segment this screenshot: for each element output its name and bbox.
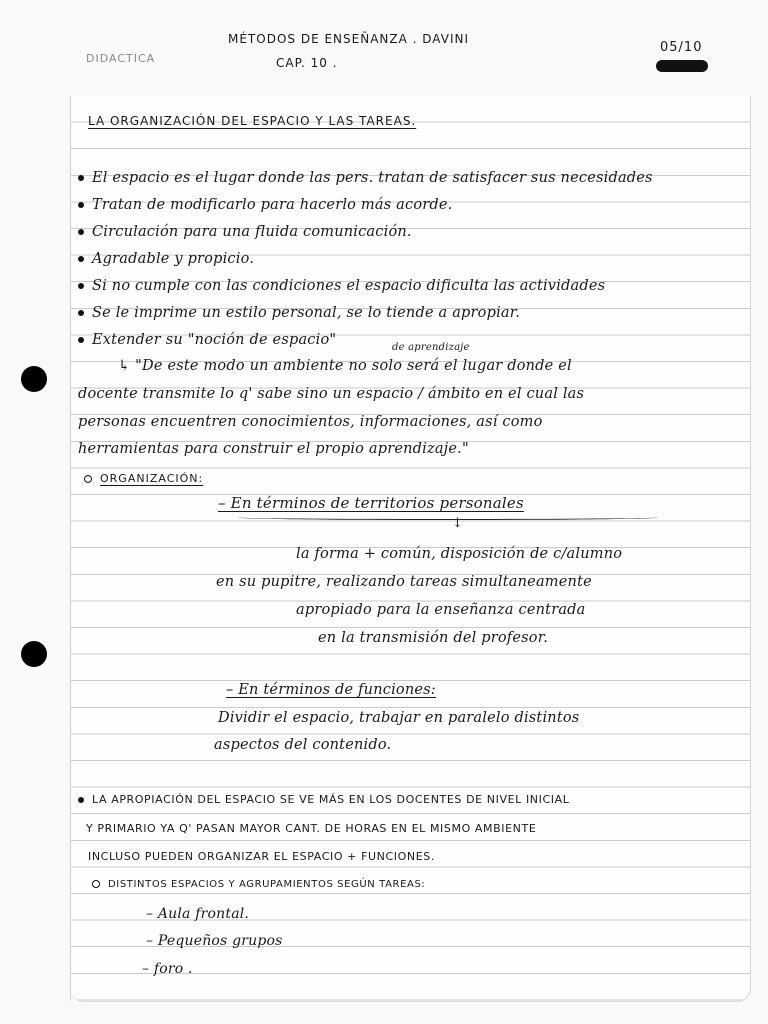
distintos-item: – Pequeños grupos	[146, 933, 283, 949]
bullet-text: Extender su "noción de espacio"	[92, 332, 337, 348]
funciones-heading: – En términos de funciones:	[226, 682, 436, 698]
bullet-text: Tratan de modificarlo para hacerlo más acorde.	[92, 197, 453, 213]
territorios-line: en la transmisión del profesor.	[318, 630, 549, 646]
distintos-text: DISTINTOS ESPACIOS Y AGRUPAMIENTOS SEGÚN TAREAS:	[108, 879, 426, 890]
bullet-text: Agradable y propicio.	[92, 251, 255, 267]
scribble-mark	[656, 60, 708, 72]
bullet-item	[78, 251, 254, 267]
apropiacion-text: LA APROPIACIÓN DEL ESPACIO SE VE MÁS EN LOS DOCENTES DE NIVEL INICIAL	[92, 793, 570, 806]
insert-note: de aprendizaje	[392, 342, 470, 353]
quote-line: personas encuentren conocimientos, informaciones, así como	[78, 414, 543, 430]
margin-line	[70, 96, 71, 1001]
territorios-line: apropiado para la enseñanza centrada	[296, 602, 586, 618]
funciones-line: aspectos del contenido.	[214, 737, 392, 753]
binder-hole-bottom	[21, 641, 47, 667]
bullet-item	[78, 170, 653, 186]
quote-line: docente transmite lo q' sabe sino un espacio / ámbito en el cual las	[78, 386, 585, 402]
distintos-label	[92, 879, 425, 890]
quote-line: herramientas para construir el propio aprendizaje."	[78, 441, 469, 457]
section-heading: LA ORGANIZACIÓN DEL ESPACIO Y LAS TAREAS.	[88, 114, 417, 128]
bullet-item	[78, 224, 412, 240]
bullet-text: Circulación para una fluida comunicación.	[92, 224, 412, 240]
down-arrow-icon: ↓	[452, 516, 464, 531]
binder-hole-top	[21, 366, 47, 392]
bullet-item	[78, 305, 520, 321]
bullet-item	[78, 197, 452, 213]
page-title: MÉTODOS DE ENSEÑANZA . DAVINI	[228, 32, 469, 46]
bullet-text: Si no cumple con las condiciones el espacio dificulta las actividades	[92, 278, 606, 294]
apropiacion-line: Y PRIMARIO YA Q' PASAN MAYOR CANT. DE HORAS EN EL MISMO AMBIENTE	[86, 822, 537, 835]
bullet-text: El espacio es el lugar donde las pers. tratan de satisfacer sus necesidades	[92, 170, 653, 186]
territorios-line: en su pupitre, realizando tareas simultaneamente	[216, 574, 592, 590]
bullet-item	[78, 278, 605, 294]
apropiacion-line	[78, 793, 569, 806]
territorios-line: la forma + común, disposición de c/alumno	[296, 546, 623, 562]
bullet-text: Se le imprime un estilo personal, se lo tiende a apropiar.	[92, 305, 521, 321]
apropiacion-line: INCLUSO PUEDEN ORGANIZAR EL ESPACIO + FUNCIONES.	[88, 850, 435, 863]
subject-label: DIDACTICA	[86, 52, 156, 65]
funciones-line: Dividir el espacio, trabajar en paralelo distintos	[218, 710, 580, 726]
territorios-heading: – En términos de territorios personales	[218, 494, 524, 512]
organizacion-text: ORGANIZACIÓN:	[100, 472, 204, 485]
distintos-item: – foro .	[142, 961, 193, 977]
date-label: 05/10	[660, 40, 703, 55]
distintos-item: – Aula frontal.	[146, 906, 250, 922]
quote-line: ↳ "De este modo un ambiente no solo será el lugar donde el	[118, 358, 572, 374]
underline-stroke	[238, 515, 658, 520]
chapter-label: CAP. 10 .	[276, 56, 338, 70]
bullet-item	[78, 332, 336, 348]
organizacion-label	[84, 472, 203, 485]
